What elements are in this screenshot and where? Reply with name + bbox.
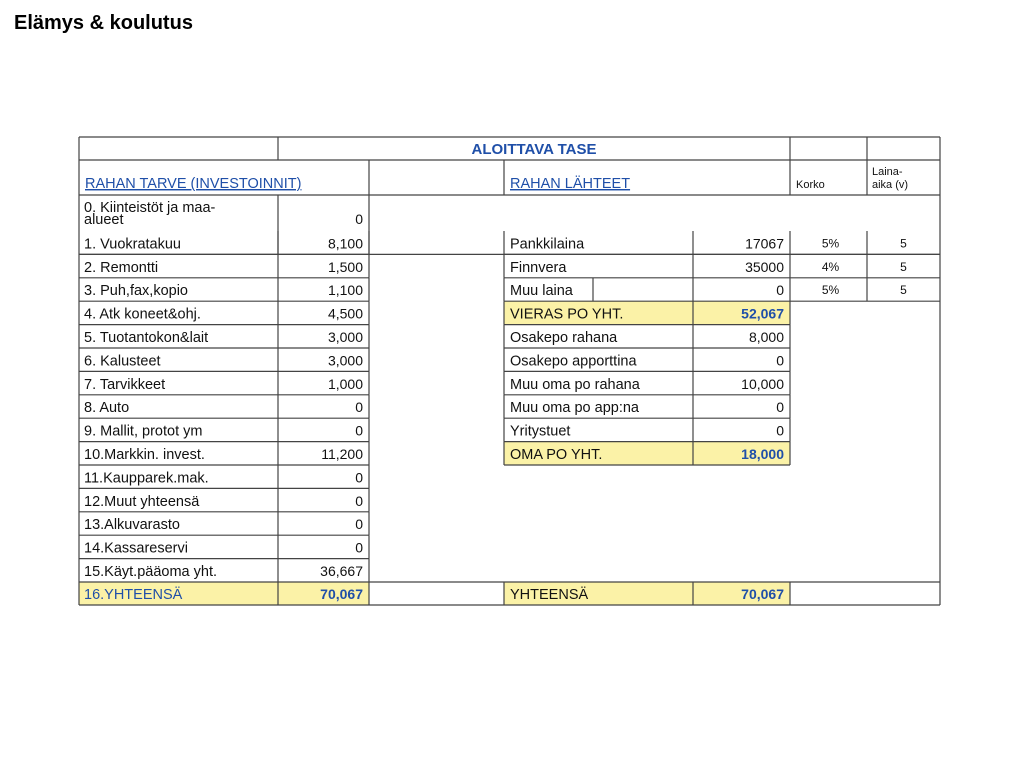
equity-label: Osakepo apporttina (510, 353, 637, 370)
left-row-label: 13.Alkuvarasto (84, 517, 180, 534)
left-row-value: 3,000 (327, 329, 363, 345)
equity-value: 0 (776, 399, 784, 416)
loan-value: 17067 (745, 235, 784, 252)
left-row-label: 3. Puh,fax,kopio (84, 283, 188, 300)
loan-label: Pankkilaina (510, 236, 585, 253)
left-row-value: 0 (355, 422, 363, 439)
left-row-value: 0 (355, 492, 363, 509)
left-row-label: 8. Auto (84, 400, 130, 417)
grand-total-value: 70,067 (741, 586, 784, 602)
subtotal-value: 52,067 (741, 305, 784, 322)
left-row-value: 0 (355, 516, 363, 533)
equity-label: Yritystuet (510, 423, 571, 440)
subtotal-value: 18,000 (741, 446, 784, 462)
left-row-value: 0 (355, 399, 363, 416)
slide-title: Elämys & koulutus (14, 12, 193, 34)
subtotal-label: VIERAS PO YHT. (510, 306, 624, 323)
equity-value: 0 (776, 422, 784, 439)
left-row-label: 12.Muut yhteensä (84, 493, 200, 510)
left-row-value: 1,100 (327, 282, 363, 299)
left-row-value: 1,000 (327, 375, 363, 392)
right-header: RAHAN LÄHTEET (510, 176, 631, 192)
left-row-label: 16.YHTEENSÄ (84, 587, 183, 603)
left-row-value: 11,200 (321, 446, 363, 462)
loan-aika: 5 (900, 283, 907, 298)
equity-label: Osakepo rahana (510, 330, 618, 346)
loan-korko: 5% (821, 283, 840, 298)
equity-label: Muu oma po rahana (510, 376, 640, 393)
equity-label: Muu oma po app:na (510, 400, 639, 417)
left-row-label: 10.Markkin. invest. (84, 447, 205, 463)
laina-aika-header: Laina- (872, 166, 903, 178)
left-row-label: 15.Käyt.pääoma yht. (84, 564, 217, 580)
loan-value: 35000 (745, 258, 784, 275)
subtotal-label: OMA PO YHT. (510, 447, 603, 463)
table-title: ALOITTAVA TASE (471, 141, 597, 158)
left-row-value: 0 (355, 211, 363, 227)
left-row-label: 2. Remontti (84, 259, 159, 276)
left-header: RAHAN TARVE (INVESTOINNIT) (85, 176, 302, 192)
left-row-label: 4. Atk koneet&ohj. (84, 306, 201, 323)
equity-value: 10,000 (741, 375, 784, 392)
left-row-value: 70,067 (320, 586, 363, 602)
left-row-value: 1,500 (327, 258, 363, 275)
left-row-value: 36,667 (320, 563, 363, 579)
left-row-label: 9. Mallit, protot ym (84, 423, 203, 440)
left-row-label: 7. Tarvikkeet (84, 376, 166, 393)
left-row-value: 3,000 (327, 352, 363, 369)
korko-header: Korko (796, 179, 825, 191)
grand-total-label: YHTEENSÄ (510, 587, 589, 603)
loan-aika: 5 (900, 259, 907, 274)
left-row-label: 0. Kiinteistöt ja maa- (84, 200, 216, 216)
left-row-label: 1. Vuokratakuu (84, 236, 181, 253)
left-row-label: alueet (84, 212, 124, 228)
equity-value: 0 (776, 352, 784, 369)
left-row-value: 4,500 (327, 305, 363, 322)
left-row-value: 0 (355, 469, 363, 486)
loan-korko: 4% (821, 259, 840, 274)
loan-aika: 5 (900, 236, 907, 251)
left-row-value: 0 (355, 539, 363, 556)
left-row-label: 5. Tuotantokon&lait (84, 330, 209, 346)
left-row-label: 11.Kaupparek.mak. (84, 470, 209, 487)
loan-label: Finnvera (510, 259, 567, 276)
left-row-value: 8,100 (327, 235, 363, 252)
loan-label: Muu laina (510, 283, 573, 300)
loan-value: 0 (776, 282, 784, 299)
left-row-label: 6. Kalusteet (84, 353, 161, 370)
laina-aika-header: aika (v) (872, 179, 909, 191)
equity-value: 8,000 (748, 329, 784, 345)
loan-korko: 5% (821, 236, 840, 251)
left-row-label: 14.Kassareservi (84, 540, 188, 557)
